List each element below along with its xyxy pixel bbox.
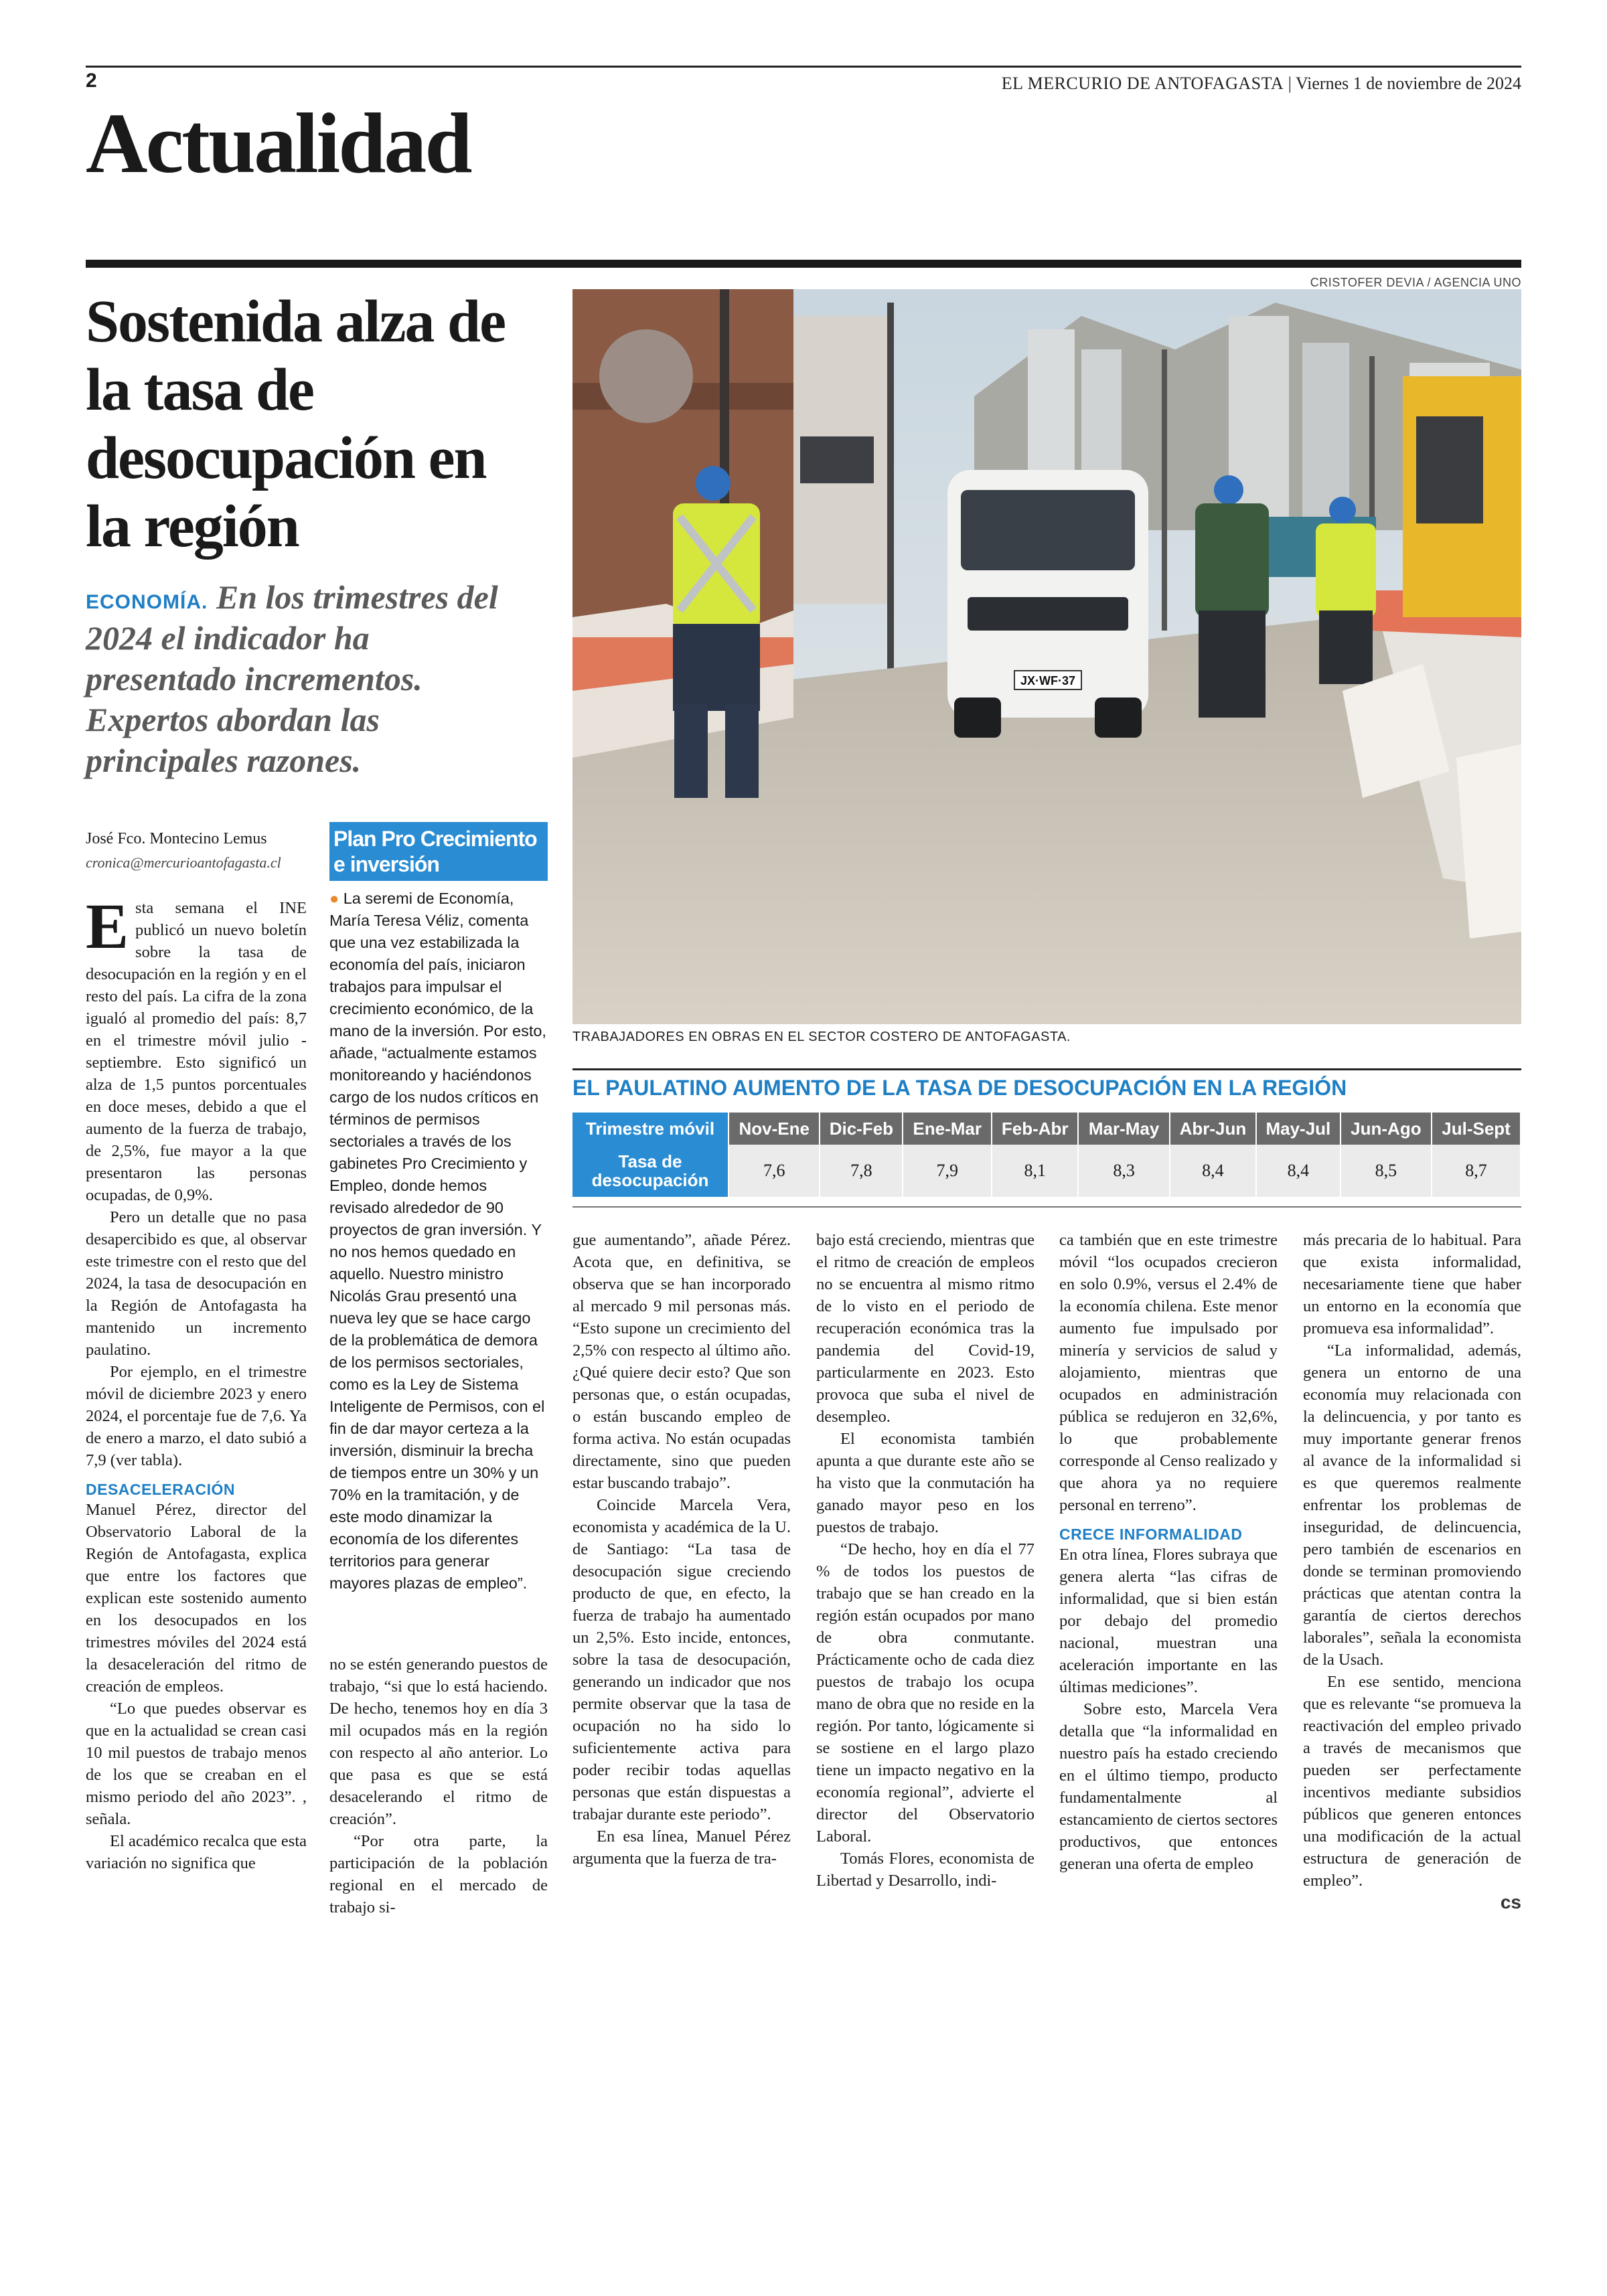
- header-cell: Nov-Ene: [729, 1113, 820, 1145]
- paragraph: gue aumentando”, añade Pérez. Acota que, en definitiva, se observa que se han incorporado al mercado 9 mil personas más. “Esto supone un crecimiento del 2,5% con respecto al último año. ¿Qué quiere decir esto? Que son personas que, o están ocupadas, o están buscando empleo de forma activa. No están ocupadas directamente, sino que pueden estar buscando trabajo”.: [572, 1231, 791, 1492]
- paragraph: El economista también apunta a que durante este año se ha visto que la conmutación ha ganado mayor peso en los puestos de trabajo.: [816, 1430, 1035, 1536]
- drop-cap: E: [86, 890, 129, 962]
- bullet-icon: ●: [329, 890, 339, 907]
- paragraph: Pero un detalle que no pasa desapercibido es que, al observar este trimestre con el resto que del 2024, la tasa de desocupación en la Región de Antofagasta ha mantenido un incremento paulatino.: [86, 1208, 307, 1359]
- sidebar-box: [329, 822, 548, 1594]
- kicker: ECONOMÍA.: [86, 591, 208, 613]
- street-works-photo: [572, 289, 1521, 1024]
- paragraph: Sobre esto, Marcela Vera detalla que “la informalidad en nuestro país ha estado creciendo en el último tiempo, producto fundamentalmente al estancamiento de ciertos sectores productivos, que entonces generan una oferta de empleo: [1059, 1700, 1278, 1873]
- header-label: Trimestre móvil: [572, 1113, 729, 1145]
- paragraph: “La informalidad, además, genera un entorno de una economía muy relacionada con la delincuencia, y por tanto es muy importante generar frenos al avance de la informalidad si es que queremos realmente enfrentar los problemas de inseguridad, de delincuencia, pero también de escenarios en donde se terminan promoviendo prácticas que atentan contra la garantía de ciertos derechos laborales”, señala la economista de la Usach.: [1303, 1341, 1521, 1669]
- header-cell: Abr-Jun: [1170, 1113, 1256, 1145]
- paragraph: ca también que en este trimestre móvil “los ocupados crecieron en solo 0.9%, versus el 2.4% de la economía chilena. Este menor aumento fue impulsado por minería y servicios de salud y alojamiento, mientras que ocupados en administración pública se redujeron en 32,6%, lo que probablemente corresponde al Censo realizado y que ahora ya no requiere personal en terreno”.: [1059, 1231, 1278, 1514]
- paragraph: En otra línea, Flores subraya que genera alerta “las cifras de informalidad, que si bien están por debajo del promedio nacional, muestran una aceleración importante en las últimas mediciones”.: [1059, 1546, 1278, 1696]
- paragraph: “Lo que puedes observar es que en la actualidad se crean casi 10 mil puestos de trabajo menos de los que se creaban en el mismo periodo del año 2023”. , señala.: [86, 1700, 307, 1828]
- byline: José Fco. Montecino Lemus: [86, 830, 267, 847]
- photo-credit: CRISTOFER DEVIA / AGENCIA UNO: [1310, 276, 1521, 289]
- header-cell: Jun-Ago: [1341, 1113, 1432, 1145]
- section-rule: [86, 260, 1521, 268]
- value-cell: 8,3: [1078, 1145, 1169, 1197]
- paragraph: “De hecho, hoy en día el 77 % de todos los puestos de trabajo que se han creado en la región están ocupados por mano de obra conmutante. Prácticamente ocho de cada diez puestos de trabajo los ocupa mano de obra que no reside en la región. Por tanto, lógicamente si se sostiene en el largo plazo tiene un impacto negativo en la economía regional”, advierte el director del Observatorio Laboral.: [816, 1540, 1035, 1846]
- publication-date: Viernes 1 de noviembre de 2024: [1295, 74, 1521, 93]
- header-cell: Mar-May: [1078, 1113, 1169, 1145]
- van-plate: JX·WF·37: [1020, 674, 1076, 687]
- paragraph: Por ejemplo, en el trimestre móvil de diciembre 2023 y enero 2024, el porcentaje fue de 7,6. Ya de enero a marzo, el dato subió a 7,9 (ver tabla).: [86, 1363, 307, 1469]
- sidebar-text: La seremi de Economía, María Teresa Véliz, comenta que una vez estabilizada la economía del país, iniciaron trabajos para impulsar el crecimiento económico, de la mano de la inversión. Por esto, añade, “actualmente estamos monitoreando y haciéndonos cargo de los nudos críticos en términos de permisos sectoriales a través de los gabinetes Pro Crecimiento y Empleo, donde hemos revisado alrededor de 90 proyectos de gran inversión. Y no nos hemos quedado en aquello. Nuestro ministro Nicolás Grau presentó una nueva ley que se hace cargo de la problemática de demora de los permisos sectoriales, como es la Ley de Sistema Inteligente de Permisos, con el fin de dar mayor certeza a la inversión, disminuir la brecha de tiempos entre un 30% y un 70% en la tramitación, y de este modo dinamizar la economía de los diferentes territorios para generar mayores plazas de empleo”.: [329, 890, 546, 1592]
- table-header-row: [572, 1113, 1521, 1145]
- value-cell: 8,1: [992, 1145, 1078, 1197]
- article-photo: [572, 289, 1521, 1024]
- header-cell: May-Jul: [1256, 1113, 1341, 1145]
- paragraph: no se estén generando puestos de trabajo, “si que lo está haciendo. De hecho, tenemos hoy en día 3 mil ocupados más en la región con respecto al año anterior. Lo que pasa es que se está desacelerando el ritmo de creación”.: [329, 1655, 548, 1828]
- paragraph: Tomás Flores, economista de Libertad y Desarrollo, indi-: [816, 1850, 1035, 1890]
- value-cell: 8,4: [1170, 1145, 1256, 1197]
- byline-email: cronica@mercurioantofagasta.cl: [86, 854, 281, 871]
- sidebar-text-block: [329, 888, 548, 1594]
- body-column-6: [1303, 1229, 1521, 1913]
- value-cell: 7,8: [820, 1145, 903, 1197]
- worker-right: [1316, 497, 1376, 684]
- value-cell: 8,4: [1256, 1145, 1341, 1197]
- paragraph: sta semana el INE publicó un nuevo boletín sobre la tasa de desocupación en la región y en el resto del país. La cifra de la zona igualó al promedio del país: 8,7 en el trimestre móvil julio - septiembre. Esto significó un alza de 1,5 puntos porcentuales en doce meses, debido a que el aumento de la fuerza de trabajo, de 2,5%, fue mayor a la que presentaron las personas ocupadas, de 0,9%.: [86, 899, 307, 1204]
- masthead: EL MERCURIO DE ANTOFAGASTA | Viernes 1 de noviembre de 2024: [1001, 74, 1521, 93]
- row-label: Tasa de desocupación: [572, 1145, 729, 1197]
- photo-caption: TRABAJADORES EN OBRAS EN EL SECTOR COSTERO DE ANTOFAGASTA.: [572, 1030, 1071, 1044]
- paragraph: En ese sentido, menciona que es relevante “se promueva la reactivación del empleo privado a través de mecanismos que pueden ser perfectamente incentivos mediante subsidios públicos que generen entonces una modificación de la actual estructura de generación de empleo”.: [1303, 1673, 1521, 1890]
- paragraph: bajo está creciendo, mientras que el ritmo de creación de empleos no se encuentra al mismo ritmo de lo visto en el periodo de recuperación económica tras la pandemia del Covid-19, particularmente en 2023. Esto provoca que suba el nivel de desempleo.: [816, 1231, 1035, 1426]
- header-cell: Ene-Mar: [903, 1113, 992, 1145]
- paragraph: En esa línea, Manuel Pérez argumenta que la fuerza de tra-: [572, 1827, 791, 1868]
- value-cell: 8,5: [1341, 1145, 1432, 1197]
- header-cell: Jul-Sept: [1432, 1113, 1521, 1145]
- body-column-5: [1059, 1229, 1278, 1875]
- sidebar-title: Plan Pro Crecimiento e inversión: [329, 822, 548, 881]
- body-column-4: [816, 1229, 1035, 1892]
- header-cell: Feb-Abr: [992, 1113, 1078, 1145]
- subheading: DESACELERACIÓN: [86, 1481, 235, 1498]
- value-cell: 7,9: [903, 1145, 992, 1197]
- paragraph: El académico recalca que esta variación no significa que: [86, 1832, 307, 1872]
- top-rule: [86, 66, 1521, 68]
- deck: [86, 577, 528, 781]
- page-number: 2: [86, 70, 97, 92]
- table-row: [572, 1145, 1521, 1197]
- paragraph: más precaria de lo habitual. Para que exista informalidad, necesariamente tiene que haber un entorno en la economía que promueva esa informalidad”.: [1303, 1231, 1521, 1337]
- header-cell: Dic-Feb: [820, 1113, 903, 1145]
- paragraph: “Por otra parte, la participación de la población regional en el mercado de trabajo si-: [329, 1832, 548, 1916]
- value-cell: 7,6: [729, 1145, 820, 1197]
- section-title: Actualidad: [86, 96, 471, 191]
- subheading: CRECE INFORMALIDAD: [1059, 1526, 1243, 1543]
- table-bottom-rule: [572, 1206, 1521, 1208]
- body-column-1: [86, 890, 307, 1874]
- deck-text: En los trimestres del 2024 el indicador ha presentado incrementos. Expertos abordan las principales razones.: [86, 578, 498, 779]
- body-column-3: [572, 1229, 791, 1870]
- publication-name: EL MERCURIO DE ANTOFAGASTA: [1001, 74, 1284, 93]
- end-mark: cs: [1500, 1892, 1521, 1912]
- unemployment-table: [572, 1113, 1521, 1197]
- body-column-2: [329, 1653, 548, 1918]
- value-cell: 8,7: [1432, 1145, 1521, 1197]
- table-title: EL PAULATINO AUMENTO DE LA TASA DE DESOCUPACIÓN EN LA REGIÓN: [572, 1068, 1521, 1100]
- paragraph: Manuel Pérez, director del Observatorio Laboral de la Región de Antofagasta, explica que entre los factores que explican este sostenido aumento en los desocupados en los trimestres móviles del 2024 está la desaceleración del ritmo de creación de empleos.: [86, 1501, 307, 1696]
- worker-center: [1195, 475, 1269, 718]
- paragraph: Coincide Marcela Vera, economista y académica de la U. de Santiago: “La tasa de desocupación sigue creciendo producto de que, en efecto, la fuerza de trabajo ha aumentado un 2,5%. Esto incide, entonces, sobre la tasa de desocupación, generando un indicador que nos permite observar que la tasa de ocupación no ha sido lo suficientemente activa para poder recibir todas aquellas personas que están dispuestas a trabajar durante este periodo”.: [572, 1496, 791, 1823]
- headline: Sostenida alza de la tasa de desocupación en la región: [86, 289, 506, 560]
- white-van: [947, 470, 1148, 738]
